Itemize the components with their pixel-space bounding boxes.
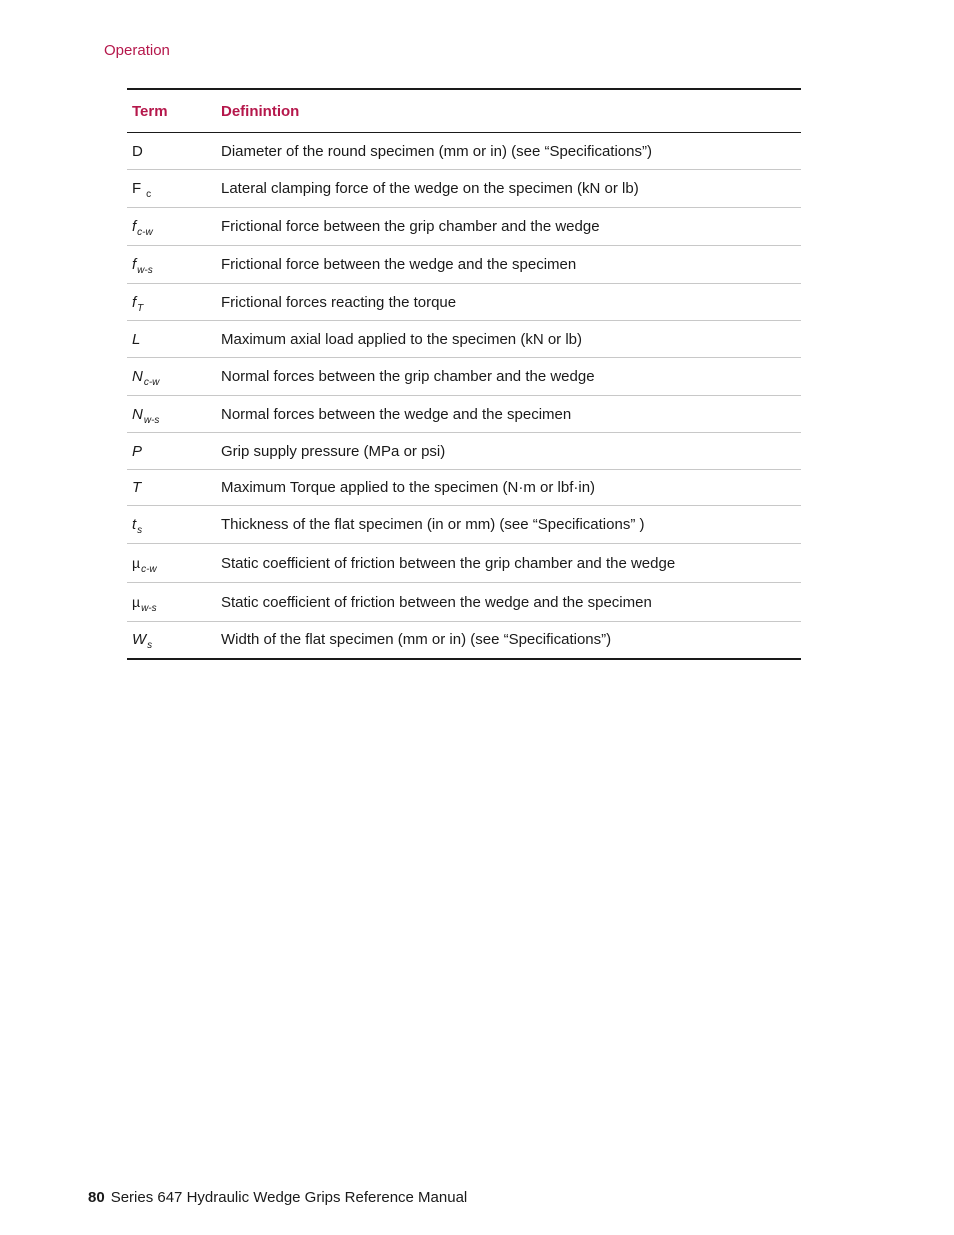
table-row — [127, 396, 801, 433]
term-symbol: f — [132, 218, 137, 235]
definition-cell: Frictional force between the wedge and the specimen — [216, 246, 801, 284]
term-cell — [127, 506, 216, 544]
term-cell — [127, 396, 216, 433]
manual-title: Series 647 Hydraulic Wedge Grips Reference Manual — [110, 1189, 468, 1206]
term-cell — [127, 170, 216, 208]
term-subscript: c-w — [143, 377, 160, 388]
term-cell — [127, 622, 216, 659]
definition-cell: Thickness of the flat specimen (in or mm) (see “Specifications” ) — [216, 506, 801, 544]
term-symbol: T — [132, 479, 142, 496]
term-cell — [127, 208, 216, 246]
term-cell — [127, 433, 216, 470]
term-subscript: w-s — [137, 265, 153, 276]
definition-cell: Width of the flat specimen (mm or in) (see “Specifications”) — [216, 622, 801, 659]
term-subscript: c-w — [141, 563, 157, 575]
table-row — [127, 170, 801, 208]
term-subscript: w-s — [143, 414, 160, 426]
term-cell — [127, 358, 216, 396]
term-symbol: N — [132, 368, 143, 385]
term-subscript: T — [137, 302, 144, 314]
page-number: 80 — [88, 1189, 105, 1206]
table-row — [127, 133, 801, 170]
table-row — [127, 433, 801, 470]
term-symbol: N — [132, 405, 143, 423]
term-symbol: f — [132, 256, 137, 273]
table-row — [127, 284, 801, 321]
definition-cell: Frictional forces reacting the torque — [216, 284, 801, 321]
table-header-row — [127, 89, 801, 133]
definition-cell: Normal forces between the wedge and the specimen — [216, 396, 801, 433]
column-header-term: Term — [127, 89, 216, 133]
page-footer — [88, 1189, 467, 1206]
term-subscript: c-w — [137, 227, 153, 238]
definition-cell: Static coefficient of friction between the wedge and the specimen — [216, 583, 801, 622]
terms-body — [127, 133, 801, 659]
definition-cell: Maximum axial load applied to the specimen (kN or lb) — [216, 321, 801, 358]
definition-cell: Grip supply pressure (MPa or psi) — [216, 433, 801, 470]
term-symbol: L — [132, 330, 141, 348]
definition-cell: Frictional force between the grip chamber and the wedge — [216, 208, 801, 246]
term-symbol: f — [132, 293, 137, 311]
table-row — [127, 358, 801, 396]
table-row — [127, 622, 801, 659]
table-row — [127, 208, 801, 246]
term-symbol: t — [132, 516, 137, 533]
definition-cell: Static coefficient of friction between the grip chamber and the wedge — [216, 544, 801, 583]
term-symbol: µ — [132, 554, 141, 571]
term-symbol: D — [132, 142, 143, 160]
definition-cell: Normal forces between the grip chamber and the wedge — [216, 358, 801, 396]
term-cell — [127, 470, 216, 506]
table-row — [127, 544, 801, 583]
term-subscript: s — [137, 525, 143, 536]
column-header-definition: Definintion — [216, 89, 801, 133]
term-subscript: s — [147, 640, 153, 652]
term-symbol: P — [132, 442, 143, 460]
term-symbol: W — [132, 631, 147, 649]
definition-cell: Diameter of the round specimen (mm or in) (see “Specifications”) — [221, 142, 652, 160]
term-cell — [127, 284, 216, 321]
table-row — [127, 506, 801, 544]
definition-cell: Maximum Torque applied to the specimen (N·m or lbf·in) — [216, 470, 801, 506]
table-row — [127, 321, 801, 358]
table-row — [127, 583, 801, 622]
term-cell — [127, 321, 216, 358]
term-subscript: w-s — [141, 602, 157, 614]
table-row — [127, 246, 801, 284]
term-cell — [127, 583, 216, 622]
table-row — [127, 470, 801, 506]
term-cell — [127, 544, 216, 583]
term-subscript: c — [146, 189, 152, 200]
term-symbol: µ — [132, 593, 141, 610]
terms-table — [127, 88, 801, 660]
term-cell — [127, 246, 216, 284]
definition-cell: Lateral clamping force of the wedge on the specimen (kN or lb) — [216, 170, 801, 208]
term-cell — [127, 133, 216, 170]
section-header: Operation — [104, 42, 170, 59]
term-symbol: F — [132, 180, 142, 197]
